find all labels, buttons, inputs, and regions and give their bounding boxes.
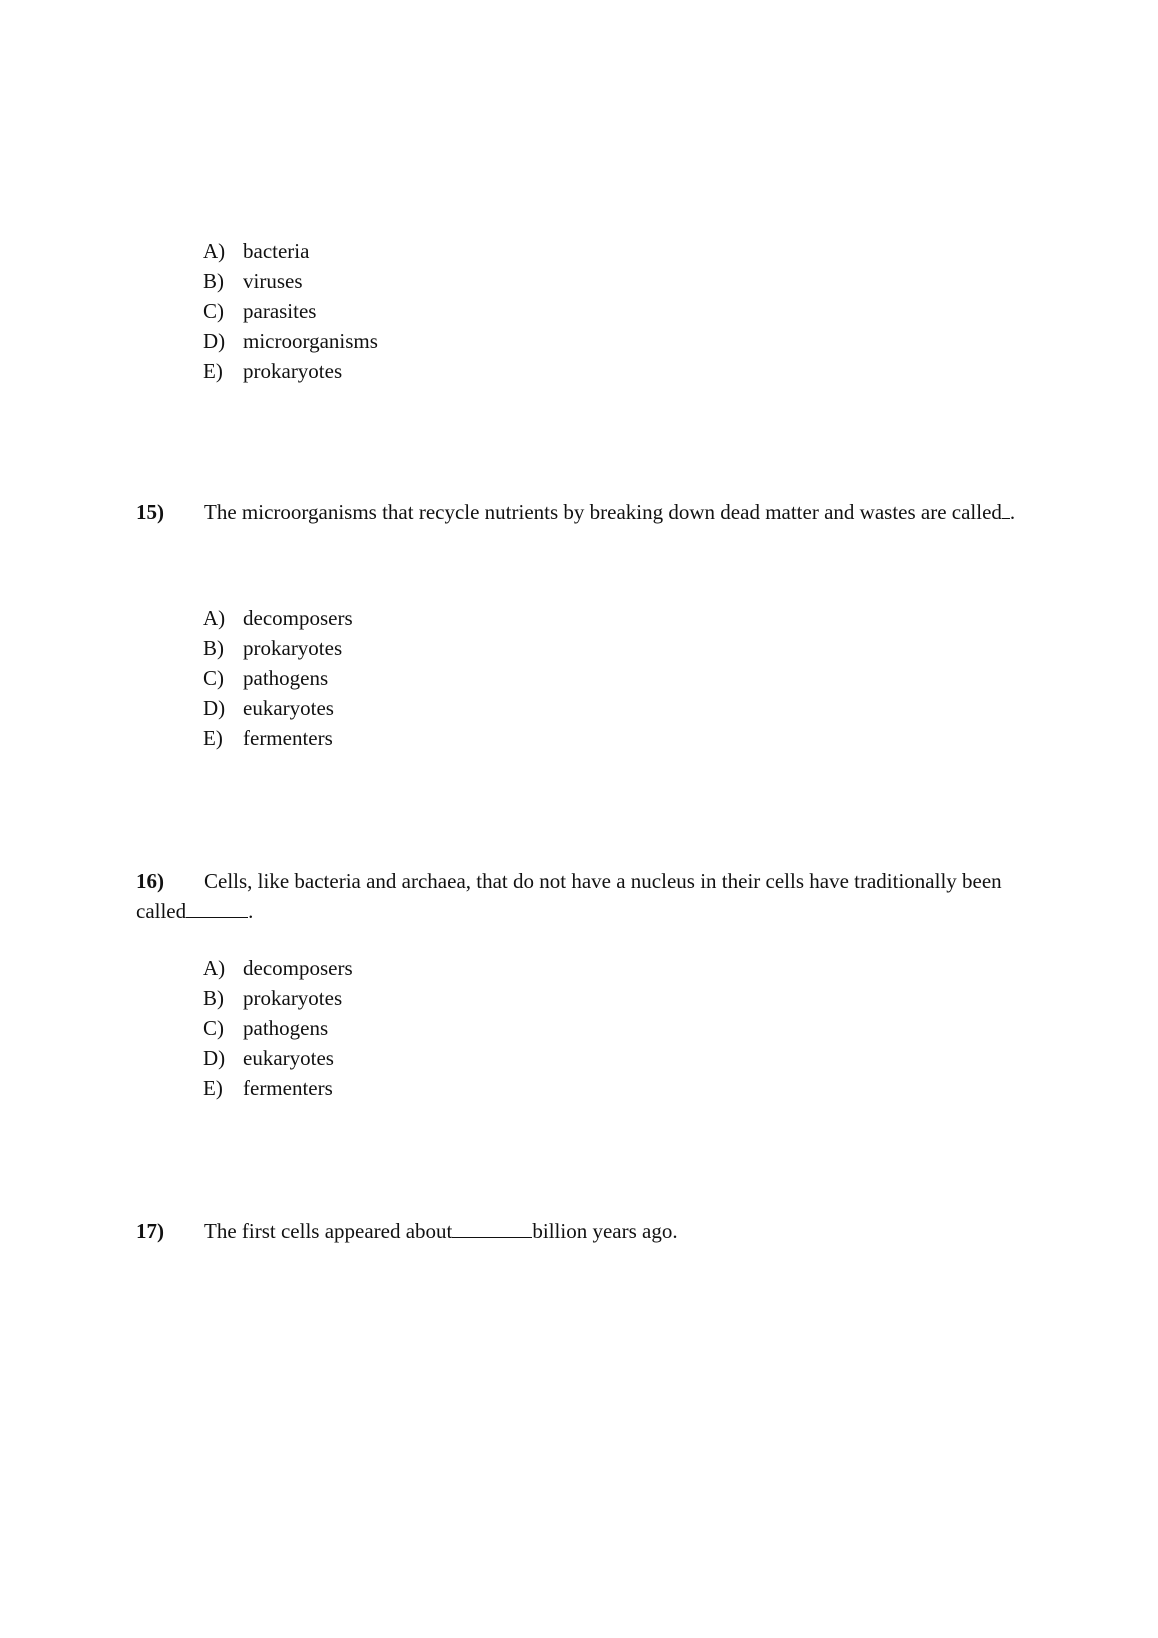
q15-options [203, 603, 353, 753]
q16-options [203, 953, 353, 1103]
q15-text-before: The microorganisms that recycle nutrients by breaking down dead matter and wastes are called [204, 500, 1002, 524]
q16-blank [186, 897, 248, 918]
q15-option-e: E) fermenters [203, 726, 333, 750]
q15-number: 15) [136, 500, 164, 524]
q15-text-after: . [1009, 500, 1016, 524]
q14-option-c: C) parasites [203, 299, 317, 323]
q14-option-b: B) viruses [203, 269, 303, 293]
q17-number: 17) [136, 1219, 164, 1243]
q14-option-d: D) microorganisms [203, 329, 378, 353]
q16-number: 16) [136, 869, 164, 893]
q15-stem [136, 497, 1036, 527]
q15-option-d: D) eukaryotes [203, 696, 334, 720]
q16-text-after: . [248, 899, 254, 923]
q15-blank [1002, 498, 1010, 519]
q17-text-after: billion years ago. [532, 1219, 678, 1243]
q15-option-b: B) prokaryotes [203, 636, 343, 660]
q17-blank [452, 1217, 532, 1238]
q16-stem [136, 866, 1036, 926]
q16-option-a: A) decomposers [203, 956, 353, 980]
q15-option-c: C) pathogens [203, 666, 329, 690]
q16-option-d: D) eukaryotes [203, 1046, 334, 1070]
q17-text-before: The first cells appeared about [204, 1219, 453, 1243]
q14-options [203, 236, 378, 386]
q14-option-e: E) prokaryotes [203, 359, 343, 383]
q14-option-a: A) bacteria [203, 239, 310, 263]
q16-option-b: B) prokaryotes [203, 986, 343, 1010]
q16-option-e: E) fermenters [203, 1076, 333, 1100]
q17-stem [136, 1216, 1036, 1246]
q15-option-a: A) decomposers [203, 606, 353, 630]
q16-option-c: C) pathogens [203, 1016, 329, 1040]
q16-text-before: Cells, like bacteria and archaea, that do not have a nucleus in their cells have traditionally been called [136, 869, 1002, 923]
